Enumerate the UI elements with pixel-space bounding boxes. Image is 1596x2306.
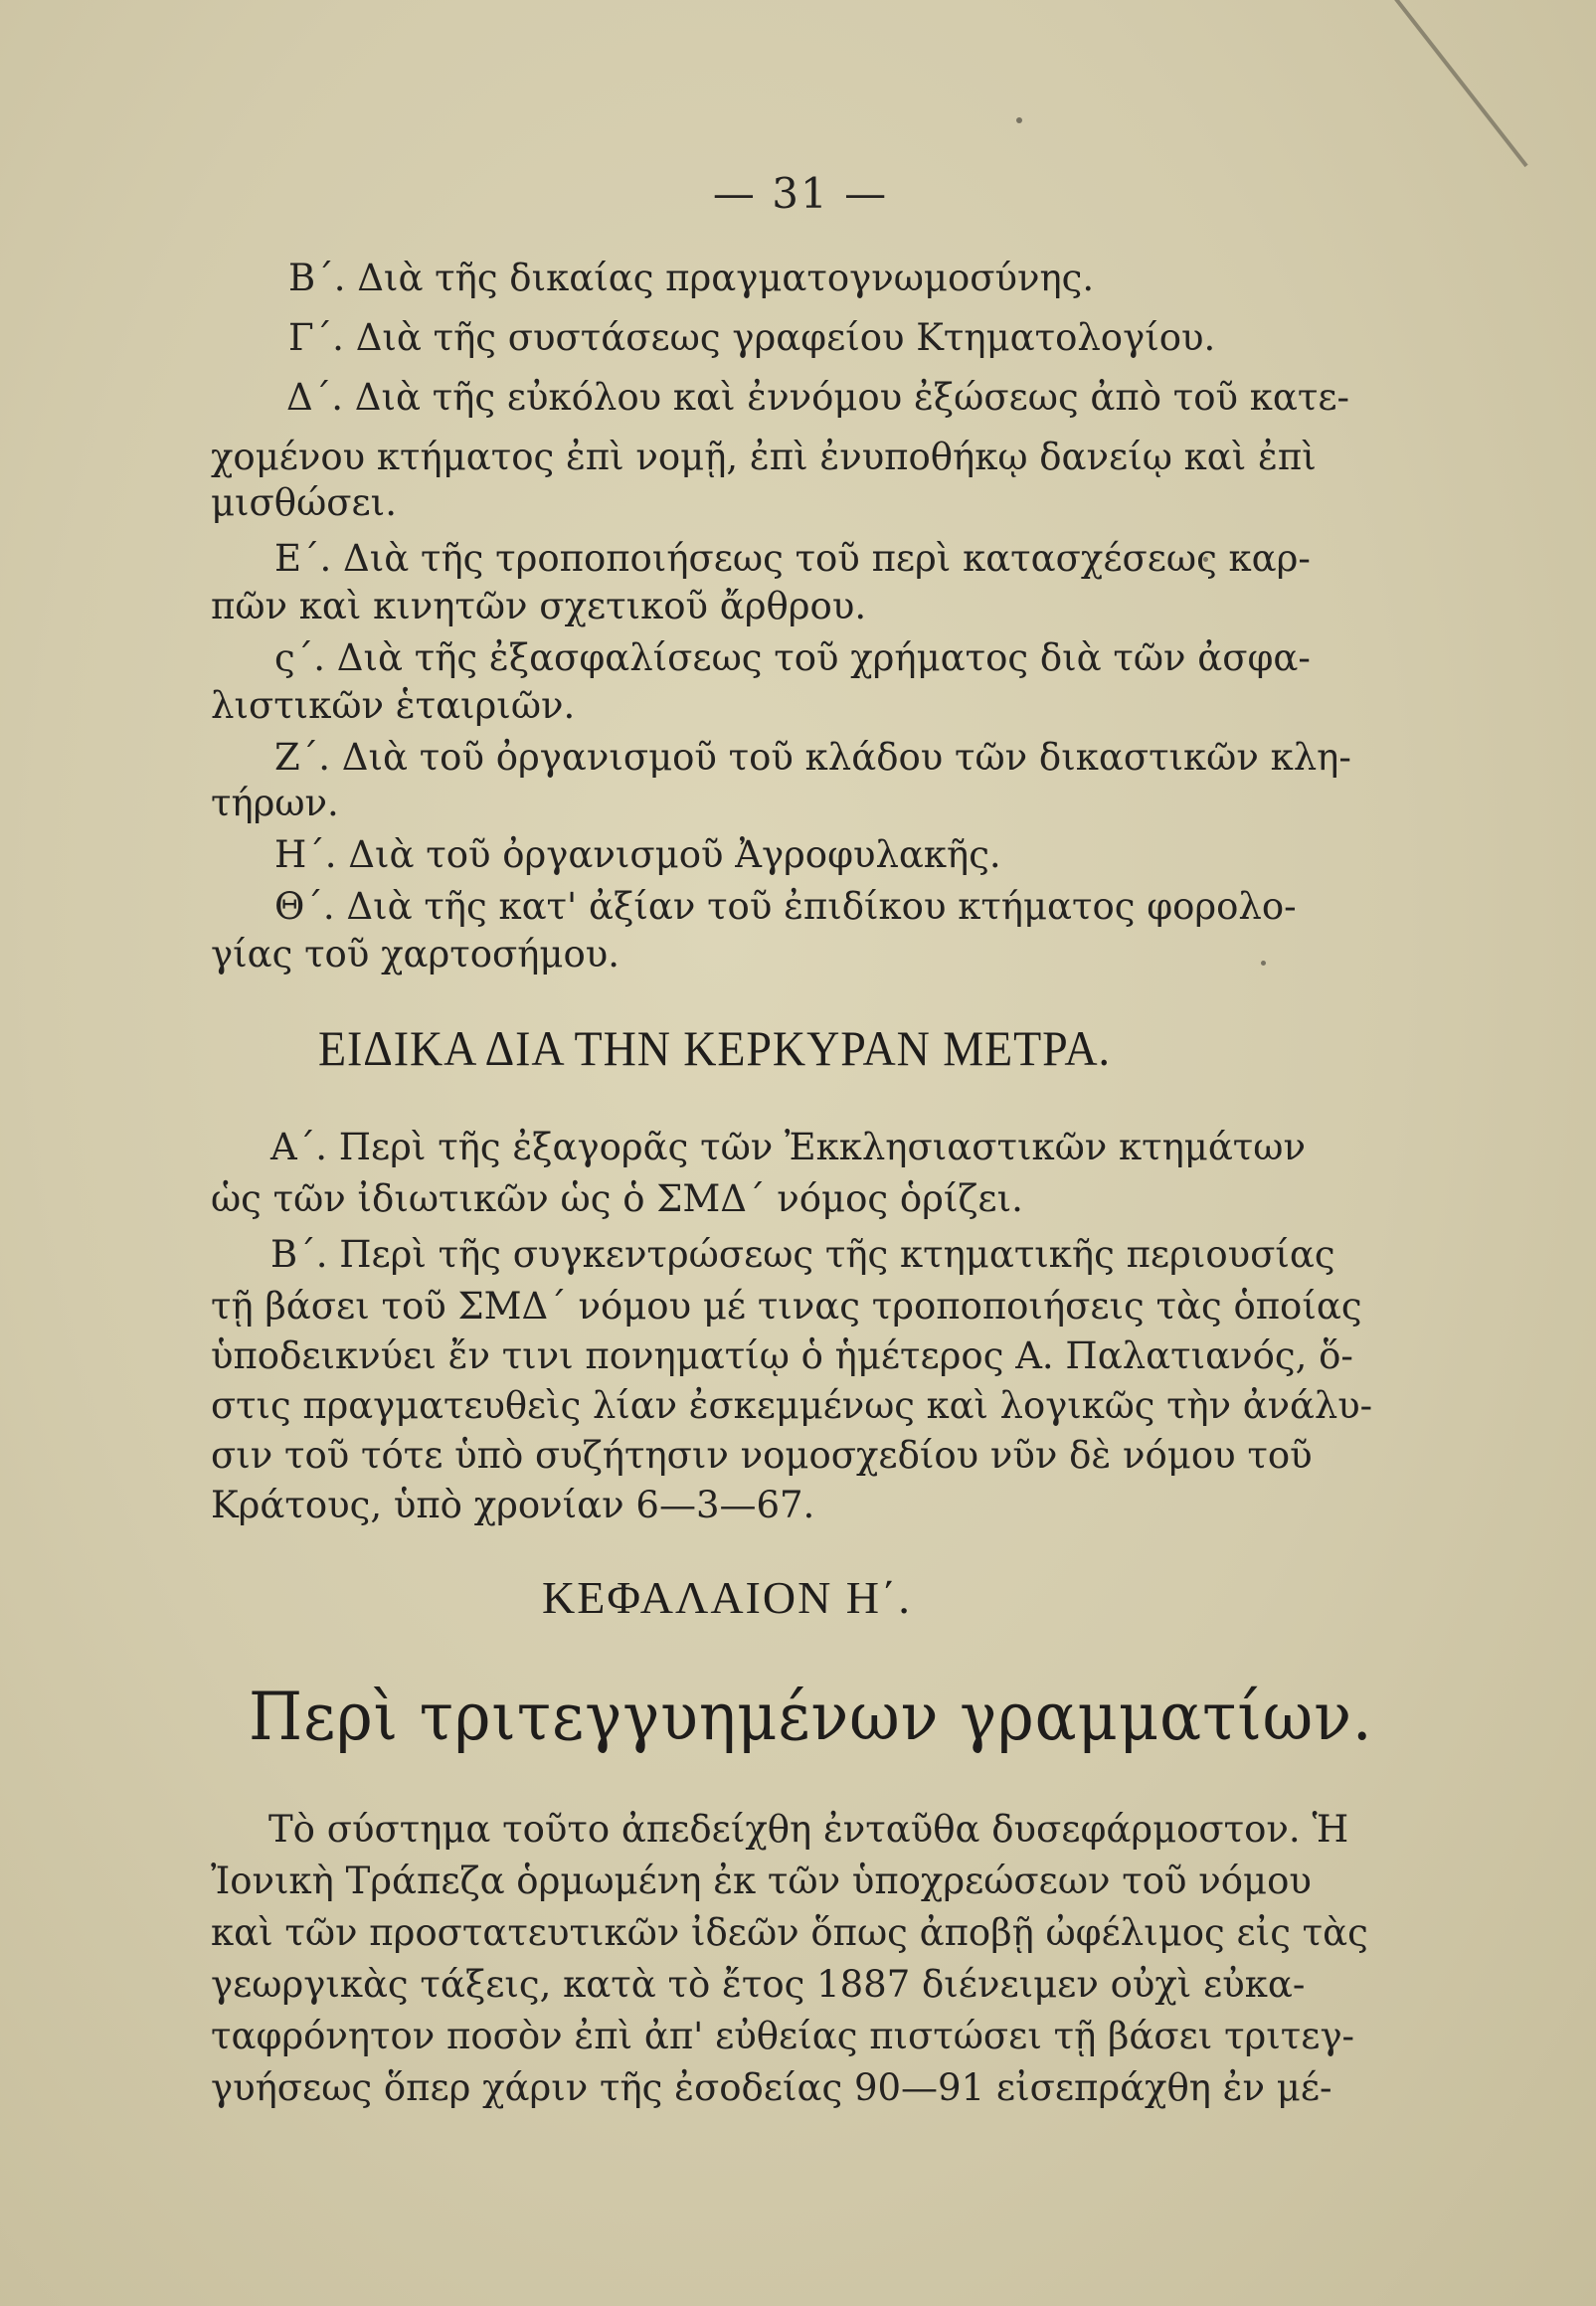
list-line: χομένου κτήματος ἐπὶ νομῇ, ἐπὶ ἐνυποθήκῳ δανείῳ καὶ ἐπὶ (211, 436, 1317, 478)
kerkyra-line: Α΄. Περὶ τῆς ἐξαγορᾶς τῶν Ἐκκλησιαστικῶν κτημάτων (270, 1126, 1306, 1168)
list-line: Η΄. Διὰ τοῦ ὀργανισμοῦ Ἀγροφυλακῆς. (274, 833, 1001, 876)
ink-speck (1261, 961, 1266, 966)
list-line: Γ΄. Διὰ τῆς συστάσεως γραφείου Κτηματολογίου. (288, 316, 1216, 359)
page-number: — 31 — (712, 169, 889, 218)
kerkyra-line: στις πραγματευθεὶς λίαν ἐσκεμμένως καὶ λογικῶς τὴν ἀνάλυ- (211, 1384, 1373, 1427)
list-line: πῶν καὶ κινητῶν σχετικοῦ ἄρθρου. (211, 585, 867, 627)
body-line: Τὸ σύστημα τοῦτο ἀπεδείχθη ἐνταῦθα δυσεφάρμοστον. Ἡ (268, 1808, 1349, 1851)
list-line: ς΄. Διὰ τῆς ἐξασφαλίσεως τοῦ χρήματος διὰ τῶν ἀσφα- (274, 636, 1311, 679)
kerkyra-line: τῇ βάσει τοῦ ΣΜΔ΄ νόμου μέ τινας τροποποιήσεις τὰς ὁποίας (211, 1285, 1362, 1328)
chapter-heading: ΚΕΦΑΛΑΙΟΝ Η΄. (542, 1572, 912, 1623)
section-heading: ΕΙΔΙΚΑ ΔΙΑ ΤΗΝ ΚΕΡΚΥΡΑΝ ΜΕΤΡΑ. (318, 1020, 1111, 1076)
kerkyra-line: Κράτους, ὑπὸ χρονίαν 6—3—67. (211, 1484, 815, 1526)
kerkyra-line: ὡς τῶν ἰδιωτικῶν ὡς ὁ ΣΜΔ΄ νόμος ὁρίζει. (211, 1177, 1023, 1220)
list-line: μισθώσει. (211, 481, 397, 524)
chapter-title: Περὶ τριτεγγυημένων γραμματίων. (249, 1679, 1373, 1755)
list-line: Ζ΄. Διὰ τοῦ ὀργανισμοῦ τοῦ κλάδου τῶν δικαστικῶν κλη- (274, 736, 1351, 779)
list-line: λιστικῶν ἑταιριῶν. (211, 684, 576, 727)
kerkyra-line: Β΄. Περὶ τῆς συγκεντρώσεως τῆς κτηματικῆς περιουσίας (270, 1233, 1335, 1276)
body-line: ταφρόνητον ποσὸν ἐπὶ ἀπ' εὐθείας πιστώσει τῇ βάσει τριτεγ- (211, 2015, 1355, 2057)
list-line: Θ΄. Διὰ τῆς κατ' ἀξίαν τοῦ ἐπιδίκου κτήματος φορολο- (274, 885, 1297, 928)
body-line: γεωργικὰς τάξεις, κατὰ τὸ ἔτος 1887 διένειμεν οὐχὶ εὐκα- (211, 1963, 1306, 2006)
ink-speck (1016, 117, 1022, 123)
list-line: τήρων. (211, 782, 339, 824)
kerkyra-line: ὑποδεικνύει ἔν τινι πονηματίῳ ὁ ἡμέτερος Α. Παλατιανός, ὅ- (211, 1334, 1353, 1377)
body-line: Ἰονικὴ Τράπεζα ὁρμωμένη ἐκ τῶν ὑποχρεώσεων τοῦ νόμου (211, 1860, 1312, 1902)
body-line: καὶ τῶν προστατευτικῶν ἰδεῶν ὅπως ἀποβῇ ὠφέλιμος εἰς τὰς (211, 1911, 1368, 1954)
list-line: γίας τοῦ χαρτοσήμου. (211, 933, 620, 976)
kerkyra-line: σιν τοῦ τότε ὑπὸ συζήτησιν νομοσχεδίου νῦν δὲ νόμου τοῦ (211, 1434, 1313, 1477)
list-line: Β΄. Διὰ τῆς δικαίας πραγματογνωμοσύνης. (288, 257, 1095, 299)
body-line: γυήσεως ὅπερ χάριν τῆς ἐσοδείας 90—91 εἰσεπράχθη ἐν μέ- (211, 2066, 1332, 2109)
list-line: Ε΄. Διὰ τῆς τροποποιήσεως τοῦ περὶ κατασχέσεως καρ- (274, 537, 1311, 580)
list-line: Δ΄. Διὰ τῆς εὐκόλου καὶ ἐννόμου ἐξώσεως ἀπὸ τοῦ κατε- (286, 376, 1350, 419)
page-fold-line (1365, 0, 1527, 167)
